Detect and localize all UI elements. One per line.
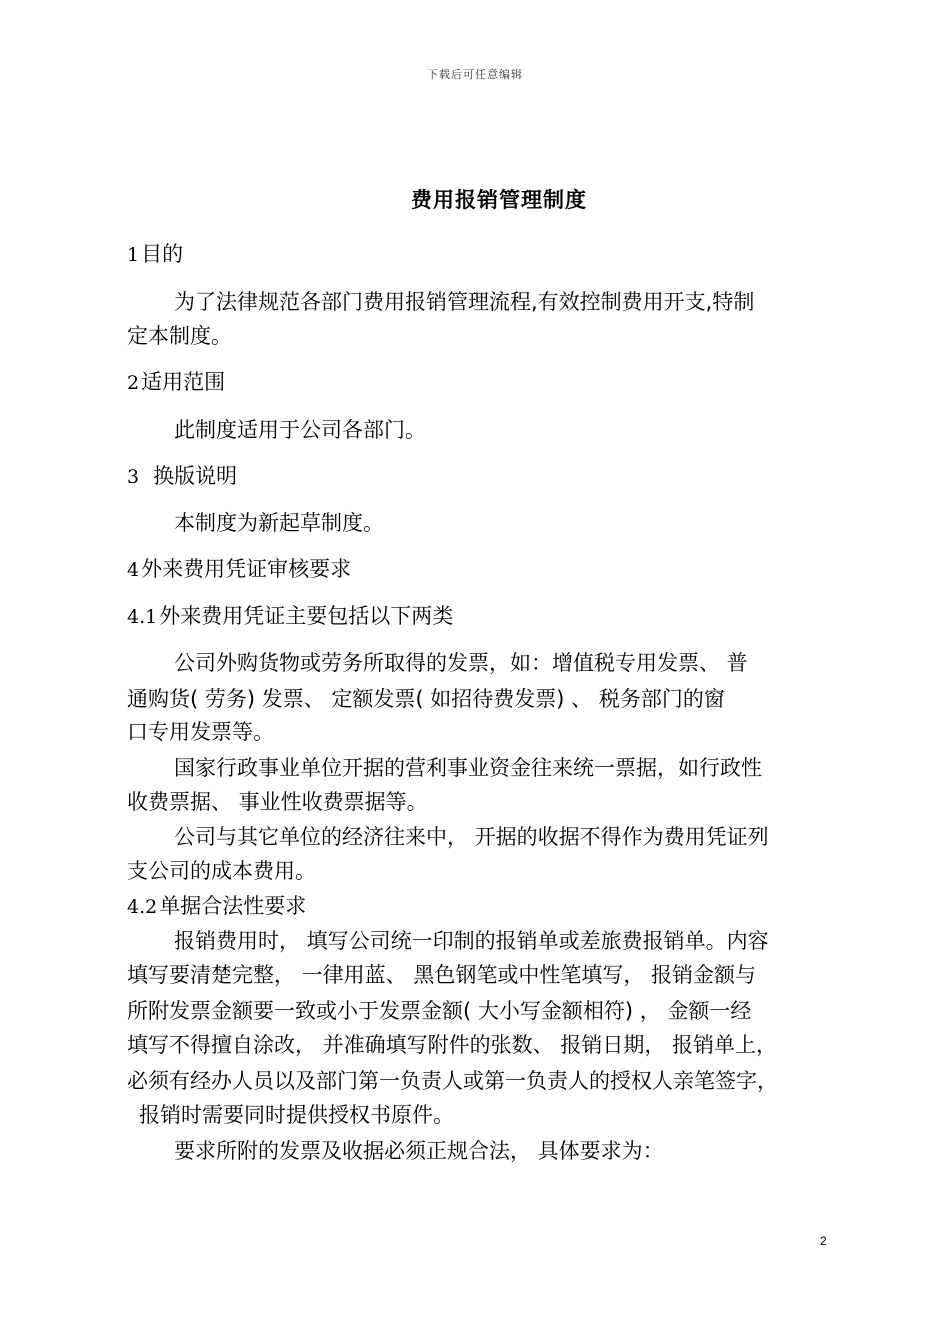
paragraph-line: 口专用发票等。 (127, 720, 274, 744)
paragraph-line: 此制度适用于公司各部门。 (174, 418, 426, 442)
paragraph-line: 支公司的成本费用。 (127, 859, 316, 883)
paragraph-line: 收费票据、 事业性收费票据等。 (127, 790, 428, 814)
paragraph-line: 所附发票金额要一致或小于发票金额( 大小写金额相符) ， 金额一经 (127, 999, 752, 1023)
section-number: 4.1 (127, 606, 158, 628)
section-heading-text: 外来费用凭证审核要求 (141, 557, 352, 581)
section-2-heading (127, 367, 225, 398)
paragraph-line: 公司外购货物或劳务所取得的发票，如：增值税专用发票、 普 (174, 651, 748, 675)
section-number: 3 (127, 466, 140, 488)
section-heading-text: 单据合法性要求 (159, 894, 307, 918)
section-heading-text: 外来费用凭证主要包括以下两类 (159, 604, 454, 628)
paragraph-line: 本制度为新起草制度。 (174, 511, 384, 535)
paragraph-line: 要求所附的发票及收据必须正规合法， 具体要求为： (174, 1139, 664, 1163)
paragraph-line: 国家行政事业单位开据的营利事业资金往来统一票据，如行政性 (174, 756, 762, 780)
section-heading-text: 目的 (141, 242, 184, 266)
document-title: 费用报销管理制度 (411, 188, 587, 212)
paragraph-line: 定本制度。 (127, 324, 232, 348)
paragraph-line: 填写要清楚完整， 一律用蓝、 黑色钢笔或中性笔填写， 报销金额与 (127, 963, 757, 987)
paragraph-line: 报销费用时， 填写公司统一印制的报销单或差旅费报销单。内容 (174, 929, 769, 953)
page-number: 2 (820, 1234, 827, 1248)
section-number: 1 (127, 244, 140, 266)
paragraph-line: 为了法律规范各部门费用报销管理流程,有效控制费用开支,特制 (174, 290, 755, 314)
section-number: 4.2 (127, 896, 158, 918)
section-4-2-heading (127, 891, 306, 922)
header-note: 下载后可任意编辑 (427, 68, 523, 81)
paragraph-line: 必须有经办人员以及部门第一负责人或第一负责人的授权人亲笔签字， (127, 1069, 778, 1093)
paragraph-line: 填写不得擅自涂改， 并准确填写附件的张数、 报销日期， 报销单上， (127, 1033, 778, 1057)
section-3-heading (127, 461, 237, 492)
paragraph-line: 通购货( 劳务) 发票、 定额发票( 如招待费发票) 、 税务部门的窗 (127, 687, 725, 711)
section-heading-text: 换版说明 (153, 464, 238, 488)
section-4-1-heading (127, 601, 453, 632)
section-4-heading (127, 554, 351, 585)
paragraph-line: 报销时需要同时提供授权书原件。 (139, 1103, 454, 1127)
section-heading-text: 适用范围 (141, 370, 226, 394)
paragraph-line: 公司与其它单位的经济往来中， 开据的收据不得作为费用凭证列 (174, 825, 769, 849)
section-1-heading (127, 239, 183, 270)
section-number: 2 (127, 372, 140, 394)
section-number: 4 (127, 559, 140, 581)
